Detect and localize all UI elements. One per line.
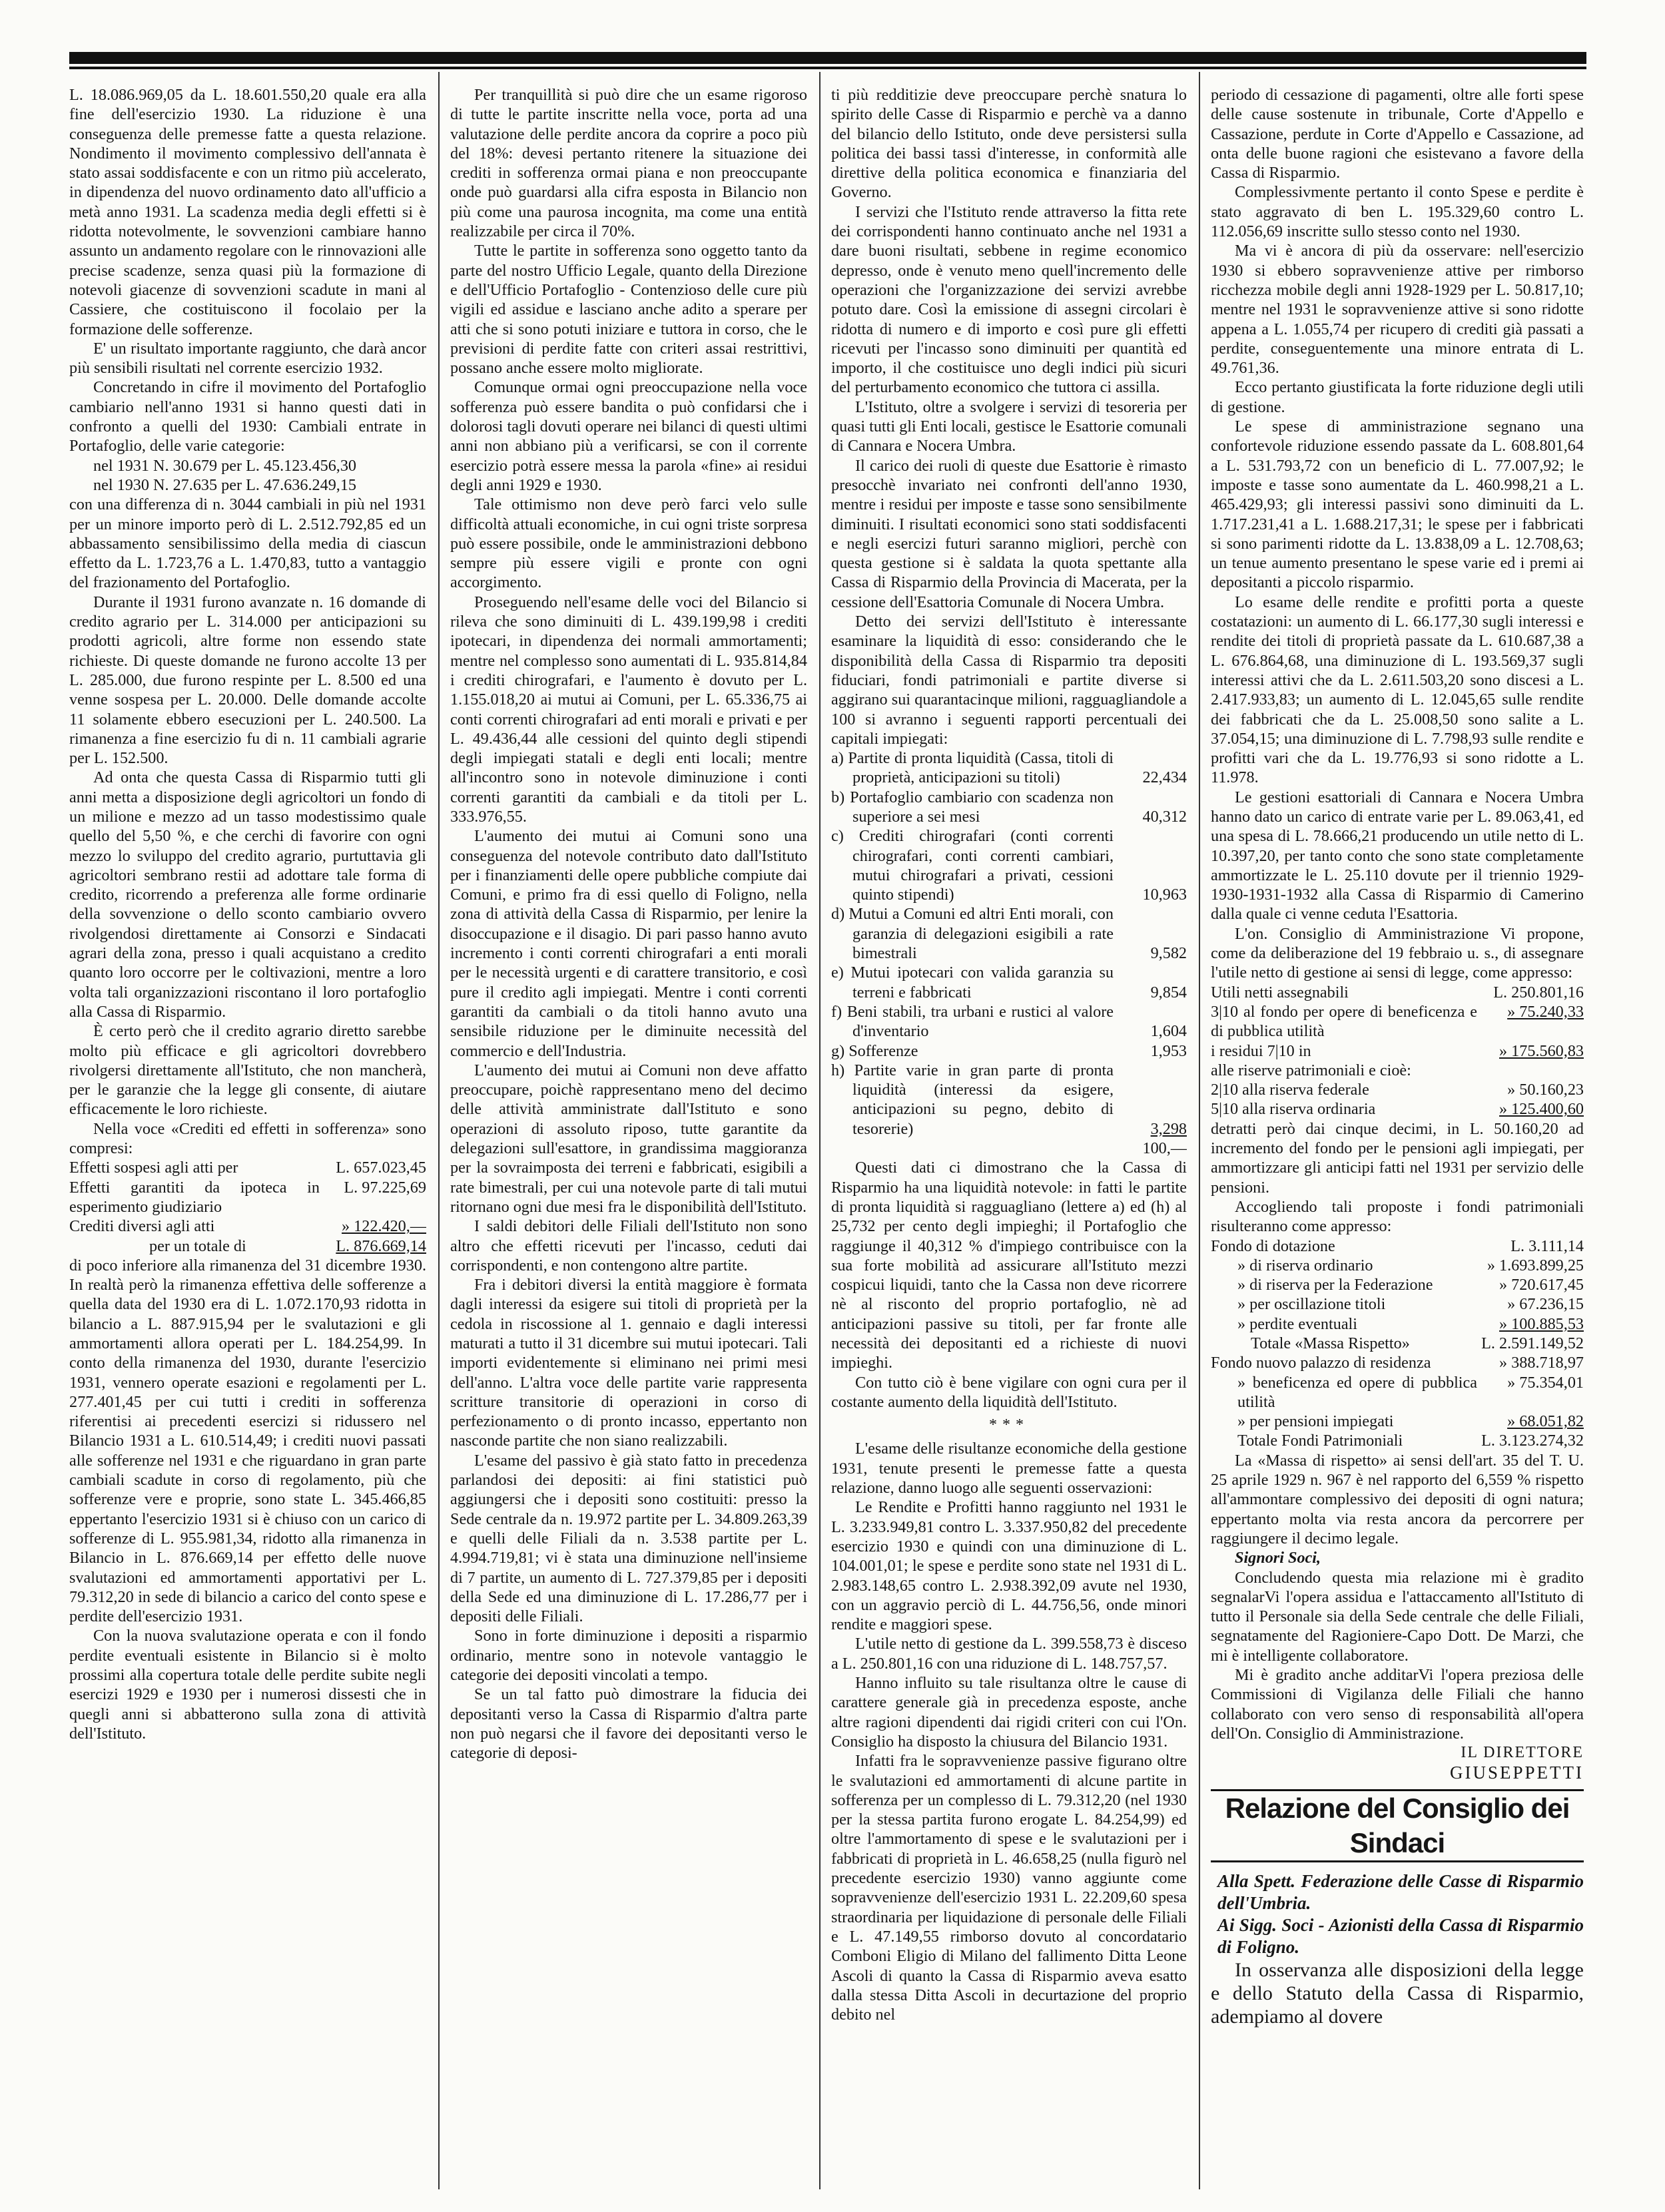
row-value: » 75.354,01: [1507, 1373, 1584, 1392]
item-value: 1,604: [1150, 1022, 1187, 1041]
paragraph: Ma vi è ancora di più da osservare: nell'esercizio 1930 si ebbero sopravvenienze attive per rimborso ricchezza mobile degli anni 1928-1929 per L. 50.817,10; mentre nel 1931 le sopravvenienze attive si sono ridotte appena a L. 1.055,74 per ricupero di crediti già passati a perdite, conseguentemente una minore entrata di L. 49.761,36.: [1211, 242, 1584, 378]
paragraph: L'aumento dei mutui ai Comuni non deve affatto preoccupare, poichè rappresentano meno del decimo delle attività amministrate dall'Istituto e sono operazioni di assoluto riposo, tutte garantite da delegazioni sull'esattore, in grandissima maggioranza per la sovraimposta dei terreni e fabbricati, esigibili a rate bimestrali, per cui una notevole parte di tali mutui ritornano ogni due mesi fra le disponibilità dell'Istituto.: [450, 1061, 807, 1216]
top-rule-thin: [69, 67, 1586, 69]
paragraph: In osservanza alle disposizioni della legge e dello Statuto della Cassa di Risparmio, adempiamo al dovere: [1211, 1958, 1584, 2028]
row-label: per un totale di: [149, 1237, 246, 1255]
fund-row: [1211, 1353, 1584, 1372]
row-value: » 388.718,97: [1499, 1354, 1584, 1372]
paragraph: Fra i debitori diversi la entità maggiore è formata dagli interessi da esigere sui titoli di proprietà per la cedola in riscossione al 1. gennaio e dagli interessi maturati a tutto il 31 dicembre sui mutui ipotecari. Tali importi evidentemente si eliminano nei primi mesi dell'anno. L'altra voce delle partite varie rappresenta scritture transitorie di operazioni in corso di perfezionamento o di pronto incasso, eppertanto non nasconde partite che non siano realizzabili.: [450, 1276, 807, 1450]
item-text: b) Portafoglio cambiario con scadenza non superiore a sei mesi: [831, 788, 1114, 826]
paragraph: Durante il 1931 furono avanzate n. 16 domande di credito agrario per L. 314.000 per anticipazioni su prodotti agricoli, altre forme non essendo state richieste. Di queste domande ne furono accolte 13 per L. 285.000, due furono respinte per L. 8.500 ed una venne sospesa per L. 20.000. Delle domande accolte 11 solamente ebbero esecuzioni per L. 240.500. La rimanenza a fine esercizio fu di n. 11 cambiali agrarie per L. 152.500.: [69, 593, 426, 768]
row-label: » perdite eventuali: [1237, 1314, 1357, 1333]
paragraph: Sono in forte diminuzione i depositi a risparmio ordinario, mentre sono in notevole vantaggio le categorie dei depositi vincolati a tempo.: [450, 1627, 807, 1685]
list-item: [831, 1002, 1187, 1041]
paragraph: Tutte le partite in sofferenza sono oggetto tanto da parte del nostro Ufficio Legale, quanto della Direzione e dell'Ufficio Portafoglio - Contenzioso delle cure più vigili ed assidue e lasciano anche adito a sperare per atti che si sono potuti iniziare e tuttora in corso, che le previsioni di perdite fatte con criteri assai restrittivi, possano anche essere molto migliorate.: [450, 242, 807, 378]
list-item: [831, 826, 1187, 904]
sofferenze-total-row: [69, 1237, 426, 1256]
paragraph: Con tutto ciò è bene vigilare con ogni cura per il costante aumento della liquidità dell'Istituto.: [831, 1373, 1187, 1411]
fund-row: [1211, 1314, 1584, 1334]
paragraph: ti più redditizie deve preoccupare perchè snatura lo spirito delle Casse di Risparmio e perchè va a danno del bilancio dello Istituto, onde deve persistersi sulla politica dei bassi tassi d'interesse, in conformità alle direttive della politica economica e finanziaria del Governo.: [831, 86, 1187, 202]
paragraph: Le spese di amministrazione segnano una confortevole riduzione essendo passate da L. 608.801,64 a L. 531.793,72 con un beneficio di L. 77.007,92; le imposte e tasse sono aumentate da L. 460.998,21 a L. 465.429,93; gli interessi passivi sono diminuiti da L. 1.717.231,41 a L. 1.688.217,31; le spese per i fabbricati si sono parimenti ridotte da L. 13.838,09 a L. 12.708,63; un tenue aumento presentano le spese varie ed i premi ai depositanti a piccolo risparmio.: [1211, 417, 1584, 592]
row-label: Fondo nuovo palazzo di residenza: [1211, 1354, 1431, 1372]
paragraph: L'aumento dei mutui ai Comuni sono una conseguenza del notevole contributo dato dall'Istituto per i finanziamenti delle opere pubbliche compiute dai Comuni, e primo fra di essi quello di Foligno, nella zona di attività della Cassa di Risparmio, per lenire la disoccupazione e il disagio. Di pari passo hanno avuto incremento i conti correnti chirografari a enti morali per le necessità urgenti e di carattere transitorio, e così pure il credito agli impiegati. Mentre i conti correnti garantiti da cambiali o da titoli hanno avuto una sensibile riduzione per le diminuite necessità del commercio e dell'Industria.: [450, 827, 807, 1060]
paragraph: Ad onta che questa Cassa di Risparmio tutti gli anni metta a disposizione degli agricoltori un fondo di un milione e mezzo ad un tasso modestissimo quale quello del 5,50 %, e che cerchi di favorire con ogni mezzo lo sviluppo del credito agrario, purtuttavia gli agricoltori sembrano restii ad adottare tale forma di credito, ricorrendo a preferenza alle forme ordinarie della sovvenzione o dello sconto cambiario ovvero rivolgendosi direttamente ai Consorzi e Sindacati agrari della zona, presso i quali acquistano a credito quanto loro occorre per le coltivazioni, mentre a loro volta tali organizzazioni riscontano il loro portafoglio alla Cassa di Risparmio.: [69, 768, 426, 1021]
paragraph: periodo di cessazione di pagamenti, oltre alle forti spese delle cause sostenute in tribunale, Corte d'Appello e Cassazione, perdute in Corte d'Appello e Cassazione, ad onta delle buone ragioni che esistevano a favore della Cassa di Risparmio.: [1211, 86, 1584, 182]
row-label: Effetti garantiti da ipoteca in esperimento giudiziario: [69, 1178, 320, 1216]
list-item: [831, 748, 1187, 788]
sofferenze-row: [69, 1217, 426, 1236]
list-item: [831, 788, 1187, 827]
fund-grand-total-row: [1211, 1431, 1584, 1450]
row-value: L. 3.123.274,32: [1481, 1432, 1584, 1450]
sofferenze-row: [69, 1178, 426, 1217]
paragraph: Mi è gradito anche additarVi l'opera preziosa delle Commissioni di Vigilanza delle Filiali che hanno collaborato con vero senso di responsabilità all'opera dell'On. Consiglio di Amministrazione.: [1211, 1666, 1584, 1743]
paragraph: Ecco pertanto giustificata la forte riduzione degli utili di gestione.: [1211, 378, 1584, 416]
item-text: g) Sofferenze: [831, 1041, 918, 1060]
paragraph: alle riserve patrimoniali e cioè:: [1211, 1061, 1411, 1079]
paragraph: Hanno influito su tale risultanza oltre le cause di carattere generale già in precedenza esposte, anche altre ragioni dipendenti dai rigidi criteri con cui l'On. Consiglio ha disposto la chiusura del Bilancio 1931.: [831, 1674, 1187, 1751]
column-3: [831, 85, 1187, 2183]
row-value: » 1.693.899,25: [1487, 1256, 1584, 1274]
row-label: Totale «Massa Rispetto»: [1251, 1334, 1410, 1352]
item-value: 9,854: [1150, 983, 1187, 1001]
paragraph: Complessivmente pertanto il conto Spese e perdite è stato aggravato di ben L. 195.329,60 contro L. 112.056,69 inscritte sullo stesso conto nel 1930.: [1211, 183, 1584, 241]
fund-total-row: [1211, 1334, 1584, 1353]
row-label: » per oscillazione titoli: [1237, 1295, 1386, 1314]
list-item: [831, 1041, 1187, 1061]
row-label: 5|10 alla riserva ordinaria: [1211, 1100, 1376, 1119]
paragraph: con una differenza di n. 3044 cambiali in più nel 1931 per un minore importo però di L. 2.512.792,85 ed un abbassamento sensibilissimo della media di ciascun effetto da L. 1.723,76 a L. 1.470,83, tutto a vantaggio del frazionamento del Portafoglio.: [69, 495, 426, 592]
paragraph: I saldi debitori delle Filiali dell'Istituto non sono altro che effetti ricevuti per l'incasso, ceduti dai corrispondenti, e non contengono altre partite.: [450, 1217, 807, 1274]
paragraph: L. 18.086.969,05 da L. 18.601.550,20 quale era alla fine dell'esercizio 1930. La riduzione è una conseguenza delle premesse fatte a questa relazione. Nondimento il movimento complessivo dell'annata è stato assai soddisfacente e con un ritmo più accelerato, in dipendenza del nuovo ordinamento dato all'ufficio a metà anno 1931. La scadenza media degli effetti si è ridotta notevolmente, le sovvenzioni cambiare hanno assunto un andamento regolare con le rinnovazioni alle precise scadenze, senza quasi più la formazione di notevoli giacenze di sovvenzioni scadute in mani al Cassiere, che costituiscono il focolaio per la formazione delle sofferenze.: [69, 86, 426, 338]
row-label: 2|10 alla riserva federale: [1211, 1081, 1369, 1099]
portfolio-line-1930: nel 1930 N. 27.635 per L. 47.636.249,15: [93, 475, 357, 494]
row-value: » 125.400,60: [1499, 1100, 1584, 1119]
paragraph: Nella voce «Crediti ed effetti in sofferenza» sono compresi:: [69, 1119, 426, 1158]
column-divider: [819, 72, 821, 2189]
paragraph: Questi dati ci dimostrano che la Cassa di Risparmio ha una liquidità notevole: in fatti le partite di pronta liquidità si ragguagliano (lettere a) ed (h) al 25,732 per cento degli impieghi; il Portafoglio che raggiunge il 40,312 % d'impiego contribuisce con la sua forte mobilità ad assicurare all'Istituto mezzi cospicui liquidi, tanto che la Cassa non deve ricorrere nè al risconto del proprio portafoglio, nè ad anticipazioni passive su titoli, per far fronte alle necessità dei depositanti ed a richieste di nuovi impieghi.: [831, 1159, 1187, 1372]
fund-row: [1211, 1275, 1584, 1294]
item-value: 3,298: [1150, 1119, 1187, 1138]
row-label: Fondo di dotazione: [1211, 1237, 1335, 1255]
row-label: » per pensioni impiegati: [1237, 1412, 1394, 1431]
section-separator: ***: [989, 1416, 1029, 1434]
fund-row: [1211, 1237, 1584, 1256]
paragraph: E' un risultato importante raggiunto, che darà ancor più sensibili risultati nel corrente esercizio 1932.: [69, 339, 426, 378]
column-divider: [438, 72, 440, 2189]
paragraph: Per tranquillità si può dire che un esame rigoroso di tutte le partite inscritte nella voce, porta ad una valutazione delle perdite ancora da coprire a poco più del 18%: devesi pertanto ritenere la situazione dei crediti in sofferenza ormai piana e non preoccupante onde può guardarsi alla cifra esposta in Bilancio non più come una paurosa incognita, ma come una entità realizzabile per circa il 70%.: [450, 86, 807, 241]
fund-row: [1211, 1256, 1584, 1275]
paragraph: Il carico dei ruoli di queste due Esattorie è rimasto presocchè invariato nei confronti dell'anno 1930, mentre i residui per imposte e tasse sono sensibilmente diminuiti. I risultati economici sono stati soddisfacenti e negli esercizi futuri saranno migliori, perchè con questa gestione si è saldata la quota spettante alla Cassa di Risparmio della Provincia di Macerata, per la cessione dell'Esattoria Comunale di Nocera Umbra.: [831, 456, 1187, 611]
row-value: L. 2.591.149,52: [1481, 1334, 1584, 1352]
item-text: f) Beni stabili, tra urbani e rustici al valore d'inventario: [831, 1002, 1114, 1041]
signature-name: GIUSEPPETTI: [1450, 1762, 1584, 1783]
top-rule: [69, 52, 1586, 64]
row-value: » 100.885,53: [1499, 1314, 1584, 1333]
list-item: [831, 904, 1187, 963]
paragraph: Le gestioni esattoriali di Cannara e Nocera Umbra hanno dato un carico di entrate varie per L. 89.063,41, ed una spesa di L. 78.666,21 producendo un utile netto di L. 10.397,20, per tanto conto che sono state completamente ammortizzate le L. 25.110 dovute per il triennio 1929-1930-1931-1932 alla Cassa di Risparmio di Camerino dalla quale ci venne ceduta l'Esattoria.: [1211, 788, 1584, 924]
row-label: Effetti sospesi agli atti per: [69, 1159, 238, 1177]
paragraph: Lo esame delle rendite e profitti porta a queste costatazioni: un aumento di L. 66.177,30 sugli interessi e rendite dei titoli di proprietà passate da L. 610.687,38 a L. 676.864,68, una diminuzione di L. 193.569,37 sugli interessi attivi che da L. 2.611.503,20 sono discesi a L. 2.417.933,83; un aumento di L. 12.045,65 sulle rendite dei fabbricati che da L. 25.008,50 sono salite a L. 37.054,15; una diminuzione di L. 7.798,93 sulle rendite e profitti vari che da L. 19.776,93 si sono ridotte a L. 11.978.: [1211, 593, 1584, 787]
addressee: Alla Spett. Federazione delle Casse di Risparmio dell'Umbria.: [1217, 1870, 1584, 1913]
item-value: 40,312: [1142, 807, 1187, 826]
paragraph: L'esame del passivo è già stato fatto in precedenza parlandosi dei depositi: ai fini statistici può aggiungersi che i depositi sono costituiti: presso la Sede centrale da n. 19.972 partite per L. 34.809.263,39 e quelli delle Filiali da n. 3.538 partite per L. 4.994.719,81; vi è stata una diminuzione nell'insieme di 7 partite, un aumento di L. 727.379,85 per i depositi della Sede ed una diminuzione di L. 17.286,77 per i depositi delle Filiali.: [450, 1451, 807, 1626]
fund-row: [1211, 1294, 1584, 1314]
item-text: e) Mutui ipotecari con valida garanzia su terreni e fabbricati: [831, 964, 1114, 1001]
signature-role: IL DIRETTORE: [1461, 1744, 1584, 1762]
row-value: L. 657.023,45: [336, 1159, 426, 1177]
row-label: Totale Fondi Patrimoniali: [1237, 1432, 1403, 1450]
paragraph: di poco inferiore alla rimanenza del 31 dicembre 1930. In realtà però la rimanenza effettiva delle sofferenze a quella data del 1930 era di L. 1.072.170,93 ridotta in bilancio a L. 887.915,94 per le svalutazioni e gli ammortamenti allora operati per L. 184.254,99. In conto della rimanenza del 1930, durante l'esercizio 1931, vennero operate esazioni e regolamenti per L. 277.401,45 per cui tutti i crediti in sofferenza riferentisi ai precedenti esercizi si ridussero nel Bilancio 1931 a L. 610.514,49; i crediti nuovi passati alle sofferenze nel 1931 e che riguardano in gran parte cambiali scadute in corso di regolamento, più che sofferenze vere e proprie, sono state L. 345.466,85 eppertanto l'esercizio 1931 si è chiuso con un carico di sofferenze di L. 955.981,34, ridotto alla rimanenza in Bilancio in L. 876.669,14 per effetto delle nuove svalutazioni ed ammortamenti apportativi per L. 79.312,20 in sede di bilancio a carico del conto spese e perdite dell'esercizio 1931.: [69, 1256, 426, 1626]
addressee: Ai Sigg. Soci - Azionisti della Cassa di Risparmio di Foligno.: [1217, 1914, 1584, 1957]
liquidity-list: [831, 748, 1187, 1139]
list-item: [831, 963, 1187, 1002]
item-text: c) Crediti chirografari (conti correnti chirografari, conti correnti cambiari, mutui chirografari a privati, cessioni quinto stipendi): [831, 827, 1114, 904]
row-value: » 122.420,—: [342, 1217, 426, 1236]
row-value: » 175.560,83: [1499, 1041, 1584, 1060]
column-4: [1211, 85, 1584, 2183]
row-value: L. 97.225,69: [344, 1178, 426, 1197]
row-value: L. 250.801,16: [1493, 983, 1584, 1001]
row-value: L. 3.111,14: [1510, 1237, 1584, 1255]
allocation-row: [1211, 983, 1584, 1002]
paragraph: Le Rendite e Profitti hanno raggiunto nel 1931 le L. 3.233.949,81 contro L. 3.337.950,82 del precedente esercizio 1930 e quindi con una diminuzione di L. 104.001,01; le spese e perdite sono state nel 1931 di L. 2.983.148,65 contro L. 2.938.392,09 avute nel 1930, con un aggravio perciò di L. 44.756,56, onde minori rendite e maggiori spese.: [831, 1498, 1187, 1634]
row-label: » di riserva per la Federazione: [1237, 1276, 1433, 1294]
liquidity-total: 100,—: [1142, 1139, 1187, 1158]
sofferenze-row: [69, 1158, 426, 1177]
row-label: 3|10 al fondo per opere di beneficenza e di pubblica utilità: [1211, 1002, 1477, 1041]
paragraph: La «Massa di rispetto» ai sensi dell'art. 35 del T. U. 25 aprile 1929 n. 967 è nel rapporto del 6,559 % rispetto all'ammontare complessivo dei depositi di ogni natura; eppertanto molta via resta ancora da percorrere per raggiungere il decimo legale.: [1211, 1451, 1584, 1547]
row-label: » beneficenza ed opere di pubblica utilità: [1237, 1373, 1477, 1411]
item-text: h) Partite varie in gran parte di pronta liquidità (interessi da esigere, anticipazioni su pegno, debito di tesorerie): [831, 1061, 1114, 1138]
paragraph: I servizi che l'Istituto rende attraverso la fitta rete dei corrispondenti hanno continuato anche nel 1931 a dare buoni risultati, sebbene in regime economico depresso, onde è venuto meno quell'incremento delle operazioni che l'organizzazione dei servizi avrebbe potuto dare. Così la emissione di assegni circolari è ridotta di numero e di importo e così pure gli effetti ricevuti per l'incasso sono diminuiti per quantità ed importo, il che costituisce uno degli indici più sicuri del perturbamento economico che tuttora ci assilla.: [831, 202, 1187, 397]
row-label: Utili netti assegnabili: [1211, 983, 1349, 1001]
paragraph: Proseguendo nell'esame delle voci del Bilancio si rileva che sono diminuiti di L. 439.199,98 i crediti ipotecari, in dipendenza dei normali ammortamenti; mentre nel complesso sono aumentati di L. 935.814,84 i crediti chirografari, e l'aumento è dovuto per L. 1.155.018,20 ai mutui ai Comuni, per L. 65.336,75 ai conti correnti chirografari ad enti morali e privati e per L. 49.436,44 alle cessioni del quinto degli stipendi degli impiegati statali e degli enti locali; mentre all'incontro sono in notevole diminuzione i conti correnti garantiti da cambiali e da titoli per L. 333.976,55.: [450, 593, 807, 826]
allocation-row: [1211, 1080, 1584, 1099]
paragraph: È certo però che il credito agrario diretto sarebbe molto più efficace e gli agricoltori dovrebbero rivolgersi direttamente all'Istituto, che non mancherà, per le garanzie che la legge gli consente, di aiutare efficacemente le loro richieste.: [69, 1022, 426, 1119]
section-title: Relazione del Consiglio dei Sindaci: [1211, 1789, 1584, 1862]
paragraph: Detto dei servizi dell'Istituto è interessante esaminare la liquidità di esso: considerando che le disponibilità della Cassa di Risparmio tra depositi fiduciari, fondi patrimoniali e partite diverse si aggirano sui quarantacinque milioni, ragguagliandole a 100 si avranno i seguenti rapporti percentuali dei capitali impiegati:: [831, 613, 1187, 748]
item-value: 22,434: [1142, 768, 1187, 787]
fund-row: [1211, 1412, 1584, 1431]
allocation-row: [1211, 1041, 1584, 1061]
paragraph: Se un tal fatto può dimostrare la fiducia dei depositanti verso la Cassa di Risparmio d'altra parte non può negarsi che il favore dei depositanti verso le categorie di deposi-: [450, 1685, 807, 1763]
row-value: » 75.240,33: [1507, 1002, 1584, 1021]
row-value: » 68.051,82: [1507, 1412, 1584, 1431]
allocation-row: [1211, 1002, 1584, 1041]
item-text: d) Mutui a Comuni ed altri Enti morali, con garanzia di delegazioni esigibili a rate bimestrali: [831, 905, 1114, 963]
paragraph: Accogliendo tali proposte i fondi patrimoniali risulteranno come appresso:: [1211, 1197, 1584, 1236]
item-value: 10,963: [1142, 886, 1187, 904]
paragraph: Concretando in cifre il movimento del Portafoglio cambiario nell'anno 1931 si hanno questi dati in confronto a quelli del 1930: Cambiali entrate in Portafoglio, delle varie categorie:: [69, 378, 426, 455]
paragraph: Infatti fra le sopravvenienze passive figurano oltre le svalutazioni ed ammortamenti di alcune partite in sofferenza per un complesso di L. 79.312,20 (nel 1930 per la stessa partita furono erogate L. 84.254,99) ed oltre l'ammortamento di spese e le svalutazioni per i fabbricati di proprietà in L. 46.658,25 (nulla figurò nel precedente esercizio 1930) vanno aggiunte come sopravvenienze dell'esercizio 1931 L. 22.209,60 spesa straordinaria per liquidazione di personale delle Filiali e L. 47.149,55 rimborso dovuto al concordatario Comboni Eligio di Milano del fallimento Ditta Leone Ascoli di quanto la Cassa di Risparmio aveva esatto dalla stessa Ditta Ascoli in decurtazione del proprio debito nel: [831, 1752, 1187, 2024]
paragraph: Concludendo questa mia relazione mi è gradito segnalarVi l'opera assidua e l'attaccamento all'Istituto di tutto il Personale sia della Sede centrale che delle Filiali, segnatamente del Ragioniere-Capo Dott. De Marzi, che mi è intelligente collaboratore.: [1211, 1568, 1584, 1665]
item-text: a) Partite di pronta liquidità (Cassa, titoli di proprietà, anticipazioni su titoli): [831, 749, 1114, 787]
paragraph: Comunque ormai ogni preoccupazione nella voce sofferenza può essere bandita o può confidarsi che i dolorosi tagli dovuti operare nei bilanci di questi ultimi anni non abbiano più a verificarsi, se con il corrente esercizio potrà essere messa la parola «fine» ai residui degli anni 1929 e 1930.: [450, 378, 807, 494]
row-label: Crediti diversi agli atti: [69, 1217, 215, 1236]
column-divider: [1199, 72, 1200, 2189]
paragraph: L'Istituto, oltre a svolgere i servizi di tesoreria per quasi tutti gli Enti locali, gestisce le Esattorie comunali di Cannara e Nocera Umbra.: [831, 398, 1187, 455]
allocation-row: [1211, 1099, 1584, 1119]
paragraph: detratti però dai cinque decimi, in L. 50.160,20 ad incremento del fondo per le pensioni agli impiegati, per ammortizzare gli anticipi fatti nel 1931 per servizio delle pensioni.: [1211, 1119, 1584, 1197]
row-value: » 50.160,23: [1507, 1081, 1584, 1099]
row-value: » 720.617,45: [1499, 1276, 1584, 1294]
column-2: [450, 85, 807, 2183]
row-label: i residui 7|10 in: [1211, 1041, 1311, 1060]
paragraph: L'utile netto di gestione da L. 399.558,73 è disceso a L. 250.801,16 con una riduzione di L. 148.757,57.: [831, 1635, 1187, 1673]
salutation: Signori Soci,: [1235, 1549, 1321, 1567]
row-label: » di riserva ordinario: [1237, 1256, 1373, 1274]
paragraph: L'esame delle risultanze economiche della gestione 1931, tenute presenti le premesse fatte a questa relazione, danno luogo alle seguenti osservazioni:: [831, 1440, 1187, 1498]
item-value: 9,582: [1150, 944, 1187, 963]
row-value: » 67.236,15: [1507, 1295, 1584, 1314]
list-item: [831, 1061, 1187, 1139]
column-1: [69, 85, 426, 2183]
paragraph: L'on. Consiglio di Amministrazione Vi propone, come da deliberazione del 19 febbraio u. s., di assegnare l'utile netto di gestione ai sensi di legge, come appresso:: [1211, 924, 1584, 982]
fund-row: [1211, 1373, 1584, 1412]
item-value: 1,953: [1150, 1041, 1187, 1060]
row-value: L. 876.669,14: [336, 1237, 426, 1255]
paragraph: Con la nuova svalutazione operata e con il fondo perdite eventuali esistente in Bilancio si è molto prossimi alla copertura totale delle perdite subite negli esercizi 1929 e 1930 per i numerosi dissesti che in quegli anni si abbatterono sulla zona di attività dell'Istituto.: [69, 1627, 426, 1743]
paragraph: Tale ottimismo non deve però farci velo sulle difficoltà attuali economiche, in cui ogni triste sorpresa può essere possibile, onde le amministrazioni debbono sempre più essere vigili e pronte con ogni accorgimento.: [450, 495, 807, 592]
portfolio-line-1931: nel 1931 N. 30.679 per L. 45.123.456,30: [93, 456, 357, 475]
